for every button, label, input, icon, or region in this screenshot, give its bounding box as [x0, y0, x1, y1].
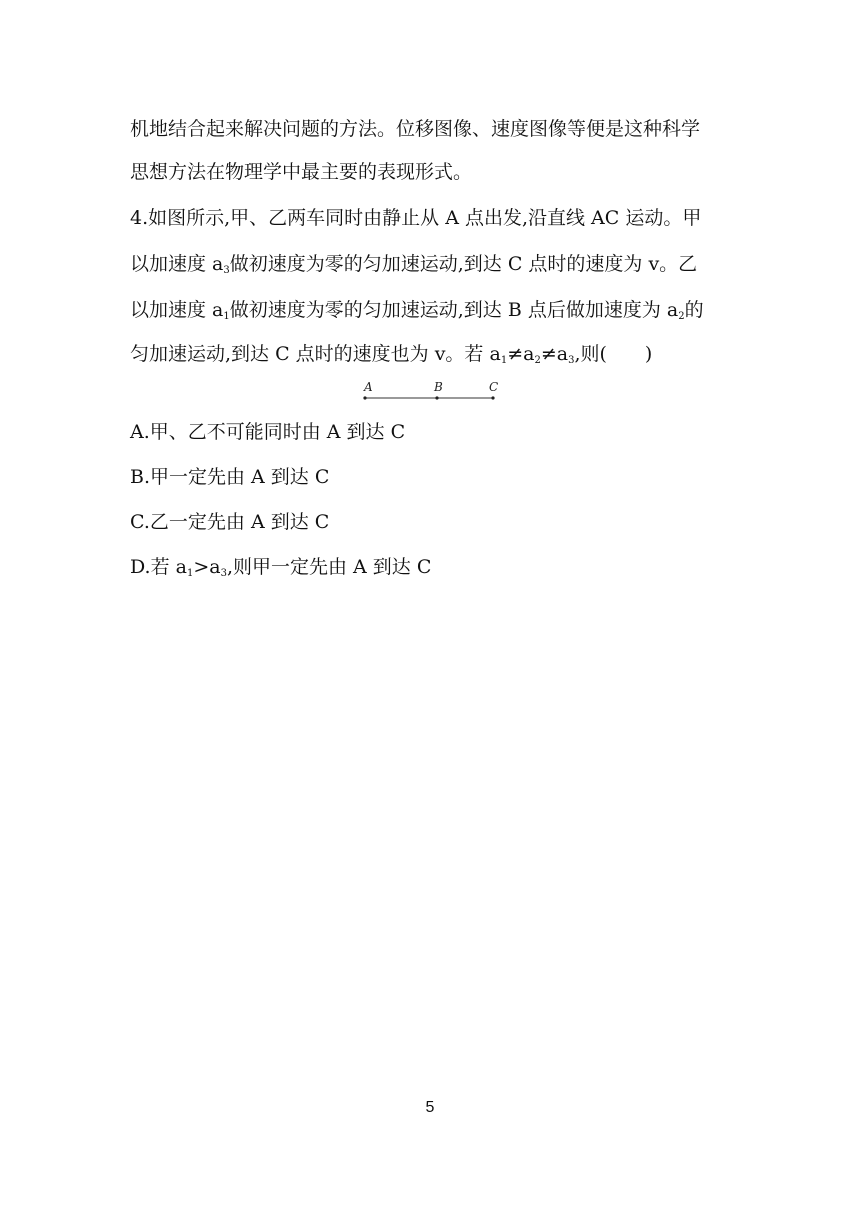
subscript: 3 — [223, 265, 230, 276]
text-segment: 的 — [684, 299, 704, 321]
text-segment: 做初速度为零的匀加速运动,到达 B 点后做加速度为 a — [229, 299, 679, 321]
text-segment: 匀加速运动,到达 C 点时的速度也为 v。若 a — [130, 343, 501, 365]
subscript: 1 — [500, 355, 508, 366]
question-stem-line-4 — [130, 342, 740, 366]
subscript: 3 — [568, 355, 575, 366]
text-segment: ≠a — [540, 343, 569, 365]
question-stem-line-1: 4.如图所示,甲、乙两车同时由静止从 A 点出发,沿直线 AC 运动。甲 — [130, 207, 702, 229]
text-segment: ,则甲一定先由 A 到达 C — [226, 556, 432, 578]
option-d — [130, 555, 740, 579]
label-a: A — [364, 380, 373, 394]
paragraph-line-1: 机地结合起来解决问题的方法。位移图像、速度图像等便是这种科学 — [130, 118, 701, 140]
point-a — [363, 396, 366, 399]
text-segment: 以加速度 a — [130, 253, 224, 275]
subscript: 2 — [534, 355, 541, 366]
point-c — [491, 396, 494, 399]
text-segment: 以加速度 a — [130, 299, 224, 321]
point-b — [435, 396, 438, 399]
text-segment: ,则( ) — [574, 343, 653, 365]
subscript: 3 — [220, 568, 227, 579]
label-b: B — [434, 380, 443, 394]
subscript: 2 — [678, 311, 685, 322]
text-segment: D.若 a — [130, 556, 187, 578]
option-a: A.甲、乙不可能同时由 A 到达 C — [130, 421, 406, 443]
paragraph-line-2: 思想方法在物理学中最主要的表现形式。 — [130, 161, 473, 183]
text-segment: ≠a — [507, 343, 535, 365]
option-c: C.乙一定先由 A 到达 C — [130, 511, 330, 533]
subscript: 1 — [186, 568, 194, 579]
line-segment-diagram — [355, 378, 505, 408]
option-b: B.甲一定先由 A 到达 C — [130, 466, 330, 488]
text-segment: >a — [193, 556, 221, 578]
question-stem-line-3 — [130, 298, 740, 322]
page-number: 5 — [425, 1099, 435, 1116]
question-stem-line-2 — [130, 252, 740, 276]
text-segment: 做初速度为零的匀加速运动,到达 C 点时的速度为 v。乙 — [229, 253, 698, 275]
subscript: 1 — [223, 311, 230, 322]
label-c: C — [489, 380, 499, 394]
